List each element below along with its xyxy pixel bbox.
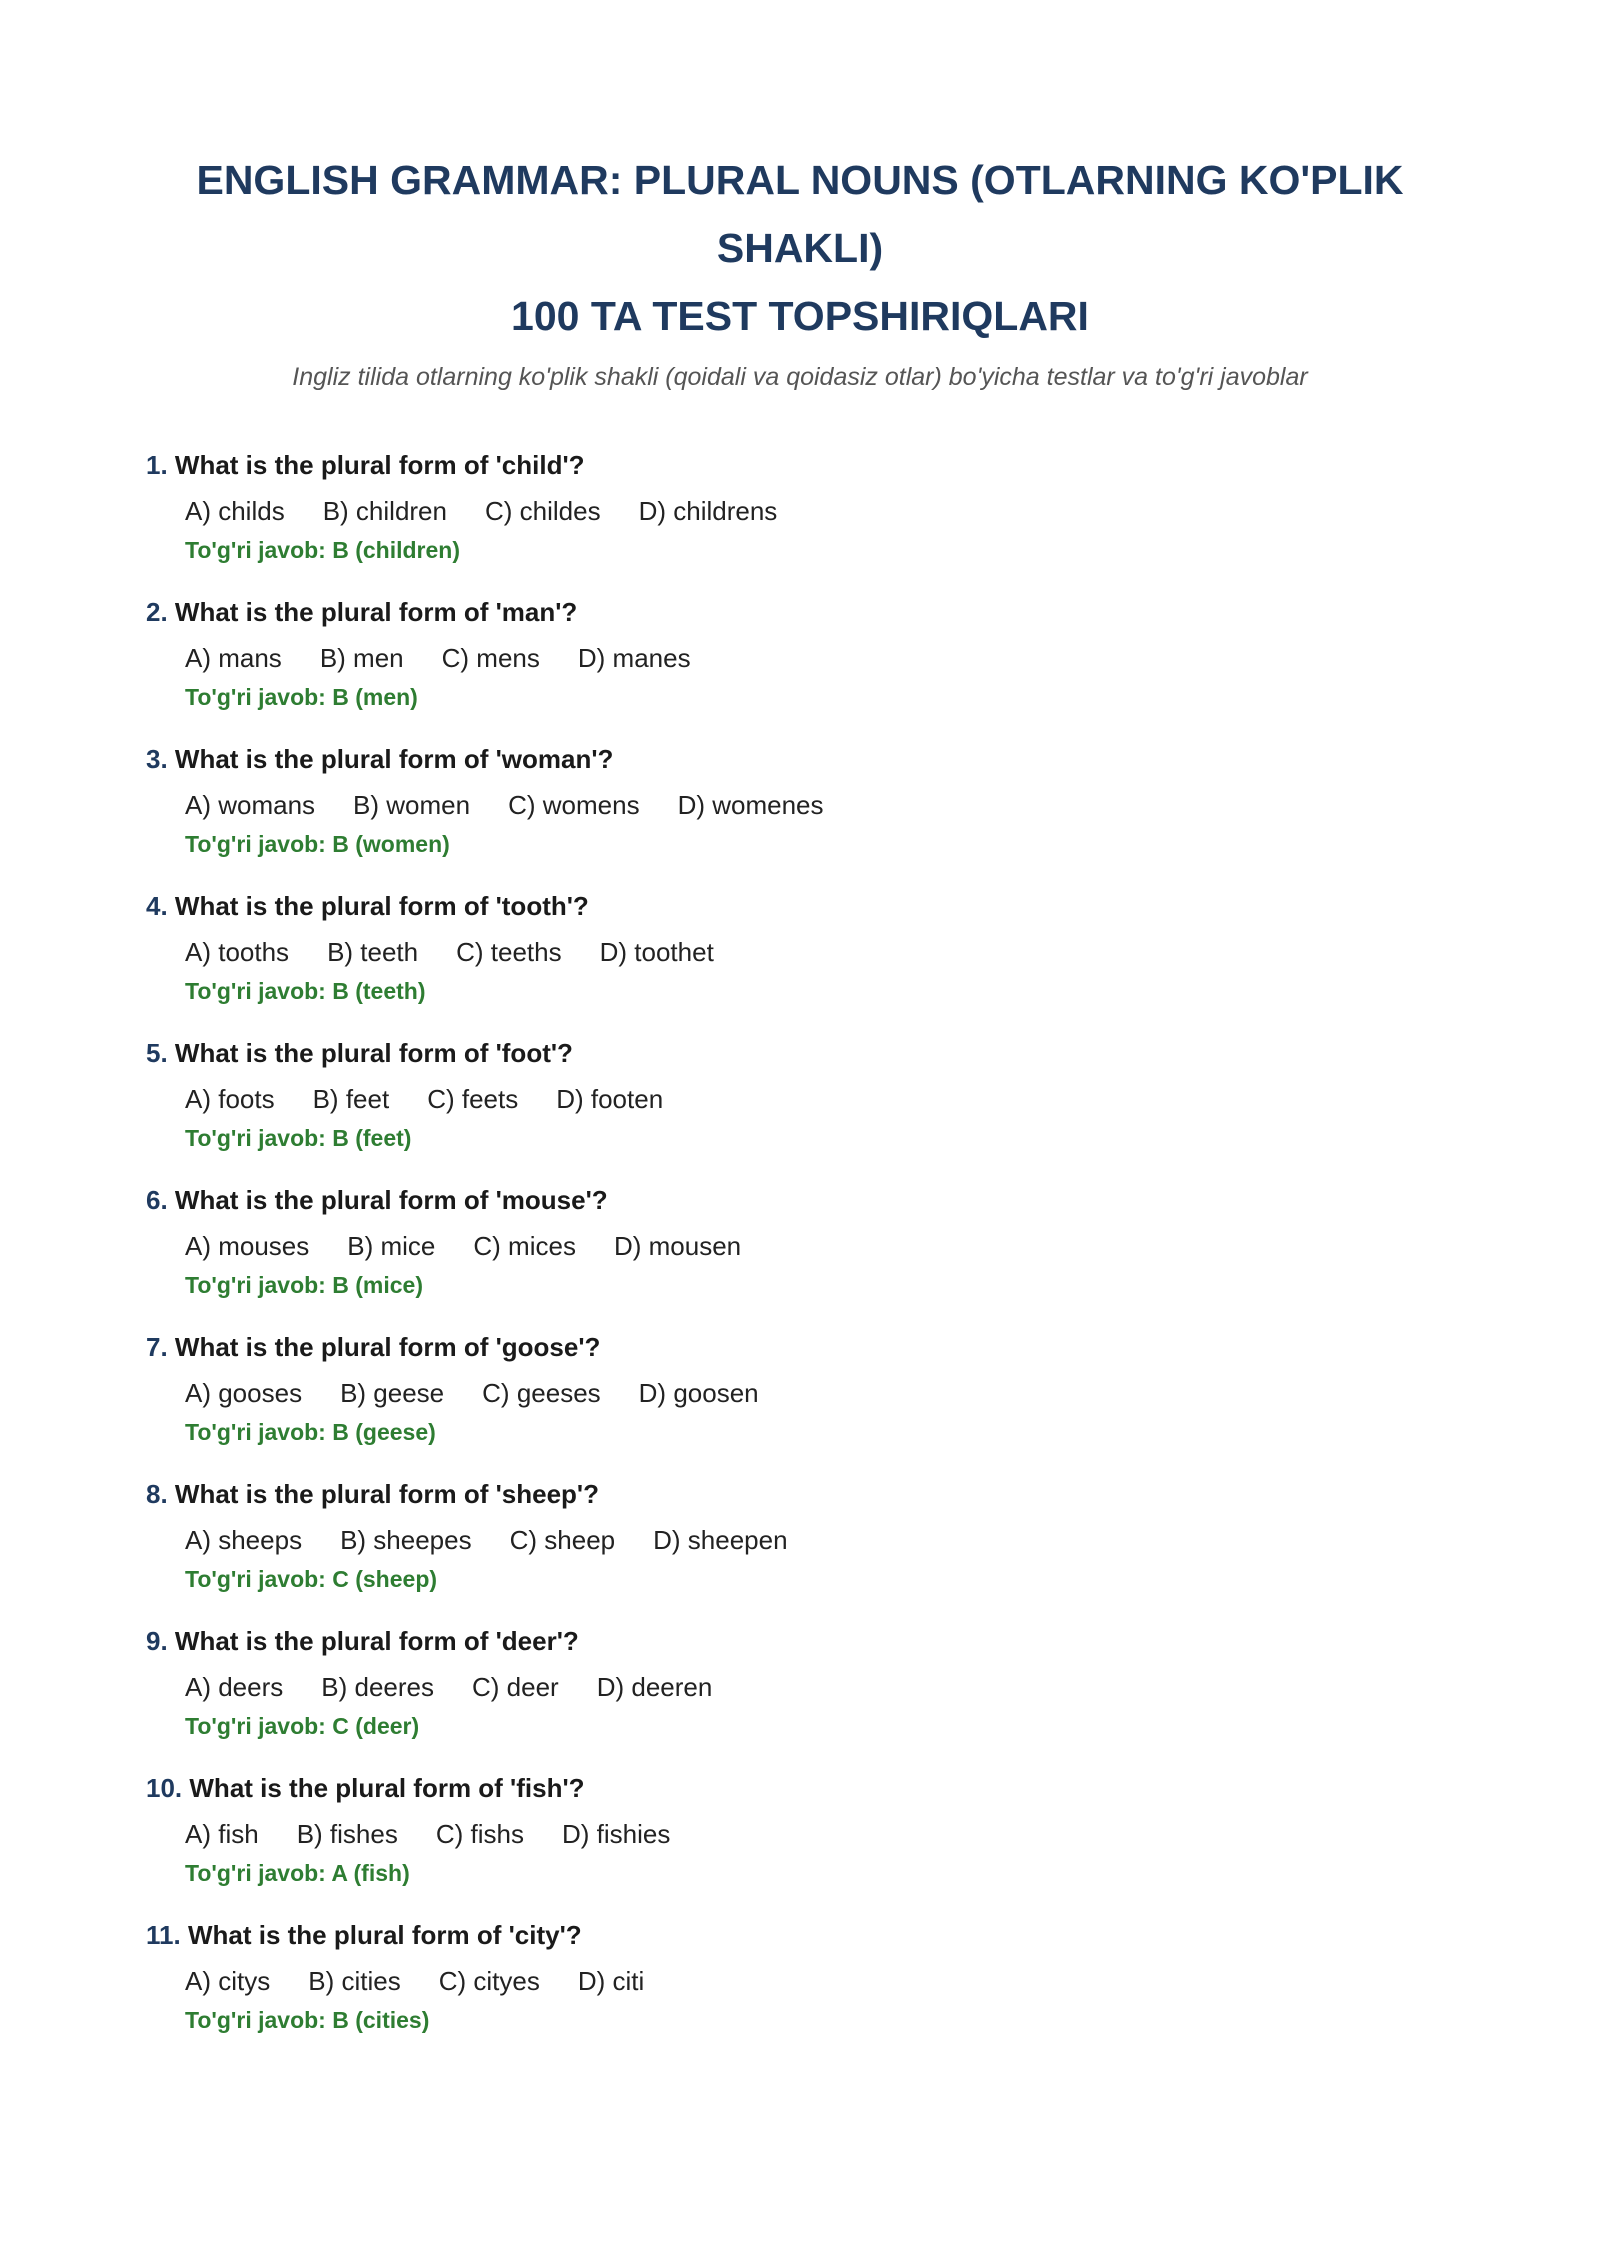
option-b: B) sheepes — [340, 1525, 472, 1555]
option-d: D) womenes — [677, 790, 824, 820]
options-row — [185, 1229, 1446, 1263]
question-text: What is the plural form of 'child'? — [174, 450, 585, 480]
question-text: What is the plural form of 'sheep'? — [174, 1479, 599, 1509]
question-line — [146, 1477, 1446, 1511]
question-number: 3. — [146, 744, 168, 774]
question-line — [146, 1330, 1446, 1364]
question-item — [146, 1624, 1446, 1771]
option-d: D) mousen — [613, 1231, 742, 1261]
options-row — [185, 1082, 1446, 1116]
option-a: A) deers — [185, 1672, 284, 1702]
title-line-2: 100 TA TEST TOPSHIRIQLARI — [511, 293, 1089, 339]
correct-answer: To'g'ri javob: B (geese) — [185, 1419, 436, 1445]
option-c: C) sheep — [509, 1525, 616, 1555]
question-text: What is the plural form of 'woman'? — [174, 744, 614, 774]
option-d: D) childrens — [638, 496, 778, 526]
option-b: B) women — [353, 790, 471, 820]
options-row — [185, 1523, 1446, 1557]
question-line — [146, 742, 1446, 776]
option-c: C) womens — [508, 790, 640, 820]
question-item — [146, 742, 1446, 889]
option-b: B) geese — [340, 1378, 445, 1408]
question-line — [146, 1624, 1446, 1658]
question-item — [146, 1477, 1446, 1624]
option-d: D) citi — [577, 1966, 645, 1996]
option-c: C) childes — [484, 496, 601, 526]
options-row — [185, 641, 1446, 675]
option-b: B) fishes — [296, 1819, 398, 1849]
option-a: A) citys — [185, 1966, 271, 1996]
question-line — [146, 889, 1446, 923]
option-c: C) mens — [441, 643, 540, 673]
correct-answer: To'g'ri javob: B (cities) — [185, 2007, 430, 2033]
option-a: A) childs — [185, 496, 285, 526]
question-text: What is the plural form of 'foot'? — [174, 1038, 573, 1068]
question-item — [146, 1771, 1446, 1918]
option-b: B) deeres — [321, 1672, 434, 1702]
option-c: C) fishs — [435, 1819, 524, 1849]
option-a: A) mans — [185, 643, 282, 673]
option-b: B) mice — [347, 1231, 436, 1261]
option-b: B) men — [319, 643, 404, 673]
correct-answer: To'g'ri javob: B (men) — [185, 684, 418, 710]
question-item — [146, 1183, 1446, 1330]
option-d: D) deeren — [596, 1672, 713, 1702]
correct-answer: To'g'ri javob: C (deer) — [185, 1713, 420, 1739]
question-item — [146, 1918, 1446, 2065]
question-number: 7. — [146, 1332, 168, 1362]
question-item — [146, 1330, 1446, 1477]
option-d: D) sheepen — [653, 1525, 788, 1555]
option-b: B) teeth — [327, 937, 419, 967]
option-d: D) footen — [556, 1084, 664, 1114]
question-text: What is the plural form of 'man'? — [174, 597, 578, 627]
option-a: A) foots — [185, 1084, 275, 1114]
option-c: C) geeses — [482, 1378, 601, 1408]
options-row — [185, 935, 1446, 969]
correct-answer: To'g'ri javob: B (feet) — [185, 1125, 412, 1151]
question-text: What is the plural form of 'deer'? — [174, 1626, 579, 1656]
question-item — [146, 1036, 1446, 1183]
option-b: B) cities — [308, 1966, 401, 1996]
question-text: What is the plural form of 'mouse'? — [174, 1185, 608, 1215]
question-item — [146, 889, 1446, 1036]
option-c: C) deer — [472, 1672, 559, 1702]
question-text: What is the plural form of 'city'? — [187, 1920, 582, 1950]
correct-answer: To'g'ri javob: B (mice) — [185, 1272, 423, 1298]
correct-answer: To'g'ri javob: A (fish) — [185, 1860, 410, 1886]
question-line — [146, 1183, 1446, 1217]
options-row — [185, 494, 1446, 528]
question-line — [146, 595, 1446, 629]
question-number: 2. — [146, 597, 168, 627]
option-d: D) manes — [577, 643, 691, 673]
question-number: 5. — [146, 1038, 168, 1068]
question-number: 10. — [146, 1773, 183, 1803]
option-c: C) cityes — [438, 1966, 540, 1996]
question-line — [146, 448, 1446, 482]
question-number: 1. — [146, 450, 168, 480]
option-d: D) toothet — [599, 937, 714, 967]
title-line-1: ENGLISH GRAMMAR: PLURAL NOUNS (OTLARNING KO'PLIK SHAKLI) — [196, 157, 1404, 271]
option-a: A) mouses — [185, 1231, 310, 1261]
question-number: 8. — [146, 1479, 168, 1509]
option-b: B) children — [322, 496, 447, 526]
option-c: C) feets — [427, 1084, 519, 1114]
options-row — [185, 1964, 1446, 1998]
correct-answer: To'g'ri javob: C (sheep) — [185, 1566, 438, 1592]
question-number: 9. — [146, 1626, 168, 1656]
question-text: What is the plural form of 'fish'? — [189, 1773, 585, 1803]
correct-answer: To'g'ri javob: B (children) — [185, 537, 461, 563]
option-a: A) sheeps — [185, 1525, 303, 1555]
question-item — [146, 595, 1446, 742]
option-a: A) gooses — [185, 1378, 303, 1408]
question-number: 4. — [146, 891, 168, 921]
question-list — [146, 448, 1446, 2065]
option-a: A) fish — [185, 1819, 259, 1849]
options-row — [185, 1376, 1446, 1410]
question-item — [146, 448, 1446, 595]
document-subtitle: Ingliz tilida otlarning ko'plik shakli (qoidali va qoidasiz otlar) bo'yicha testlar va to'g'ri javoblar — [292, 363, 1308, 391]
option-b: B) feet — [312, 1084, 390, 1114]
option-d: D) goosen — [638, 1378, 759, 1408]
option-d: D) fishies — [561, 1819, 671, 1849]
options-row — [185, 1670, 1446, 1704]
question-line — [146, 1918, 1446, 1952]
option-c: C) teeths — [456, 937, 562, 967]
document-title — [160, 146, 1440, 350]
question-number: 6. — [146, 1185, 168, 1215]
correct-answer: To'g'ri javob: B (women) — [185, 831, 450, 857]
option-c: C) mices — [473, 1231, 576, 1261]
question-number: 11. — [146, 1920, 181, 1950]
question-line — [146, 1771, 1446, 1805]
option-a: A) tooths — [185, 937, 290, 967]
options-row — [185, 788, 1446, 822]
question-text: What is the plural form of 'goose'? — [174, 1332, 601, 1362]
question-text: What is the plural form of 'tooth'? — [174, 891, 589, 921]
option-a: A) womans — [185, 790, 316, 820]
options-row — [185, 1817, 1446, 1851]
question-line — [146, 1036, 1446, 1070]
correct-answer: To'g'ri javob: B (teeth) — [185, 978, 426, 1004]
